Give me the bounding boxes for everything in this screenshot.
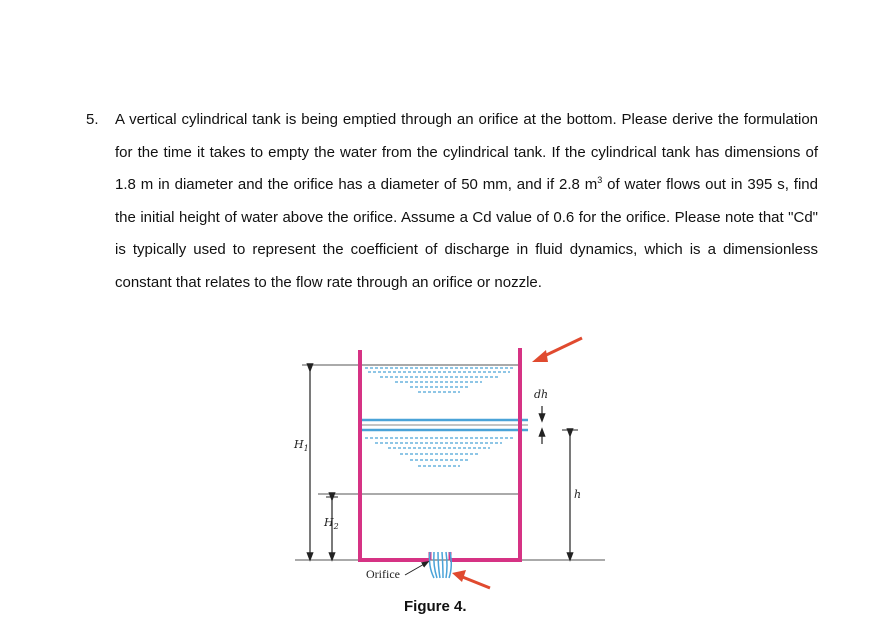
orifice-label: Orifice <box>366 567 400 581</box>
question-number: 5. <box>86 111 99 128</box>
h1-label: $H_1$ <box>294 438 309 454</box>
water-surface-top <box>365 368 515 392</box>
cubic-superscript: 3 <box>597 175 603 185</box>
h2-label: $H_2$ <box>324 516 339 532</box>
question-text-part1: A vertical cylindrical tank is being emptied through an orifice at the bottom. Please derive the formulation for the time it takes to empty the water from the cylindrical tank. If the cylindrical tank has dimensions of 1.8 m in diameter and the orifice has a diameter of 50 mm, and if 2.8 m <box>115 111 818 193</box>
orifice-pointer-arrow <box>452 570 490 588</box>
question-text <box>115 104 818 299</box>
outflow-jet <box>430 552 452 578</box>
dh-label: dh <box>534 388 549 401</box>
tank-diagram <box>270 330 630 620</box>
figure-caption: Figure 4. <box>404 598 467 615</box>
water-surface-lower <box>365 438 515 466</box>
question-text-part2: of water flows out in 395 s, find the initial height of water above the orifice. Assume a Cd value of 0.6 for the orifice. Please note that "Cd" is typically used to represent the coefficient of discharge in fluid dynamics, which is a dimensionless constant that relates to the flow rate through an orifice or nozzle. <box>115 176 818 291</box>
orifice-label-pointer <box>405 563 426 575</box>
tank-figure <box>270 330 630 620</box>
h-label: h <box>574 488 582 501</box>
surface-pointer-arrow <box>532 338 582 362</box>
